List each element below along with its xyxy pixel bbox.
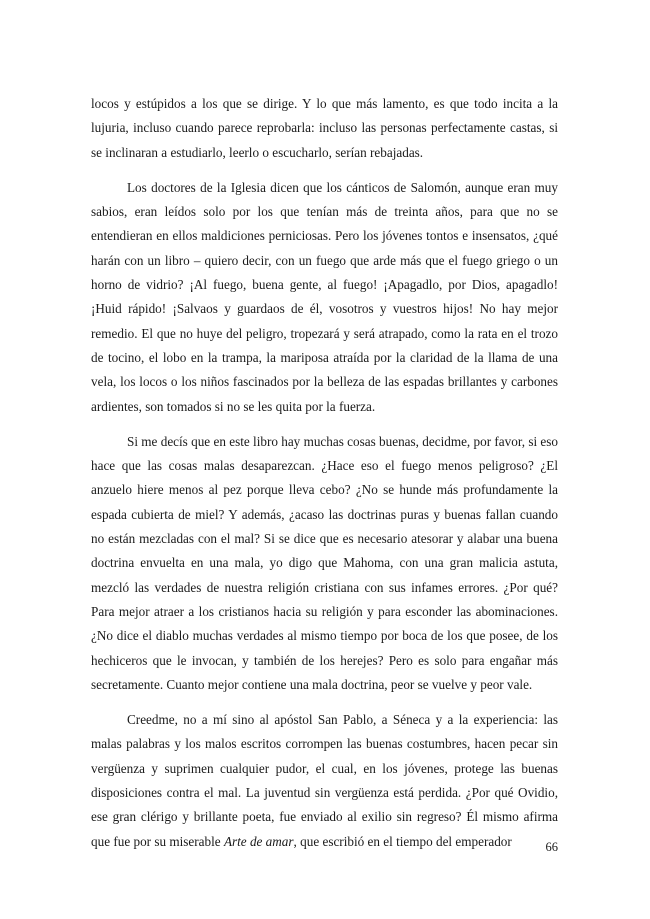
body-text — [91, 92, 558, 865]
paragraph-4-text-start: Creedme, no a mí sino al apóstol San Pablo, a Séneca y a la experiencia: las malas palabras y los malos escritos corrompen las buenas costumbres, hacen pecar sin vergüenza y suprimen cualquier pudor, el cual, en los jóvenes, protege las buenas disposiciones contra el mal. La juventud sin vergüenza está perdida. ¿Por qué Ovidio, ese gran clérigo y brillante poeta, fue enviado al exilio sin regreso? Él mismo afirma que fue por su miserable — [91, 712, 558, 849]
paragraph-1: locos y estúpidos a los que se dirige. Y lo que más lamento, es que todo incita a la lujuria, incluso cuando parece reprobarla: incluso las personas perfectamente castas, si se inclinaran a estudiarlo, leerlo o escucharlo, serían rebajadas. — [91, 96, 558, 160]
paragraph-4-text-end: , que escribió en el tiempo del emperador — [293, 833, 512, 849]
page-number: 66 — [545, 840, 558, 854]
paragraph-3: Si me decís que en este libro hay muchas cosas buenas, decidme, por favor, si eso hace que las cosas malas desaparezcan. ¿Hace eso el fuego menos peligroso? ¿El anzuelo hiere menos al pez porque lleva cebo? ¿No se hunde más profundamente la espada cubierta de miel? Y además, ¿acaso las doctrinas puras y buenas fallan cuando no están mezcladas con el mal? Si se dice que es necesario atesorar y alabar una buena doctrina envuelta en una mala, yo digo que Mahoma, con una gran malicia astuta, mezcló las verdades de nuestra religión cristiana con sus infames errores. ¿Por qué? Para mejor atraer a los cristianos hacia su religión y para esconder las abominaciones. ¿No dice el diablo muchas verdades al mismo tiempo por boca de los que posee, de los hechiceros que le invocan, y también de los herejes? Pero es solo para engañar más secretamente. Cuanto mejor contiene una mala doctrina, peor se vuelve y peor vale. — [91, 433, 558, 692]
book-title-italic: Arte de amar — [223, 833, 294, 849]
paragraph-4 — [91, 708, 558, 854]
paragraph-2: Los doctores de la Iglesia dicen que los cánticos de Salomón, aunque eran muy sabios, eran leídos solo por los que tenían más de treinta años, para que no se entendieran en ellos maldiciones perniciosas. Pero los jóvenes tontos e insensatos, ¿qué harán con un libro – quiero decir, con un fuego que arde más que el fuego griego o un horno de vidrio? ¡Al fuego, buena gente, al fuego! ¡Apagadlo, por Dios, apagadlo! ¡Huid rápido! ¡Salvaos y guardaos de él, vosotros y vuestros hijos! No hay mejor remedio. El que no huye del peligro, tropezará y será atrapado, como la rata en el trozo de tocino, el lobo en la trampa, la mariposa atraída por la claridad de la llama de una vela, los locos o los niños fascinados por la belleza de las espadas brillantes y carbones ardientes, son tomados si no se les quita por la fuerza. — [91, 179, 558, 414]
